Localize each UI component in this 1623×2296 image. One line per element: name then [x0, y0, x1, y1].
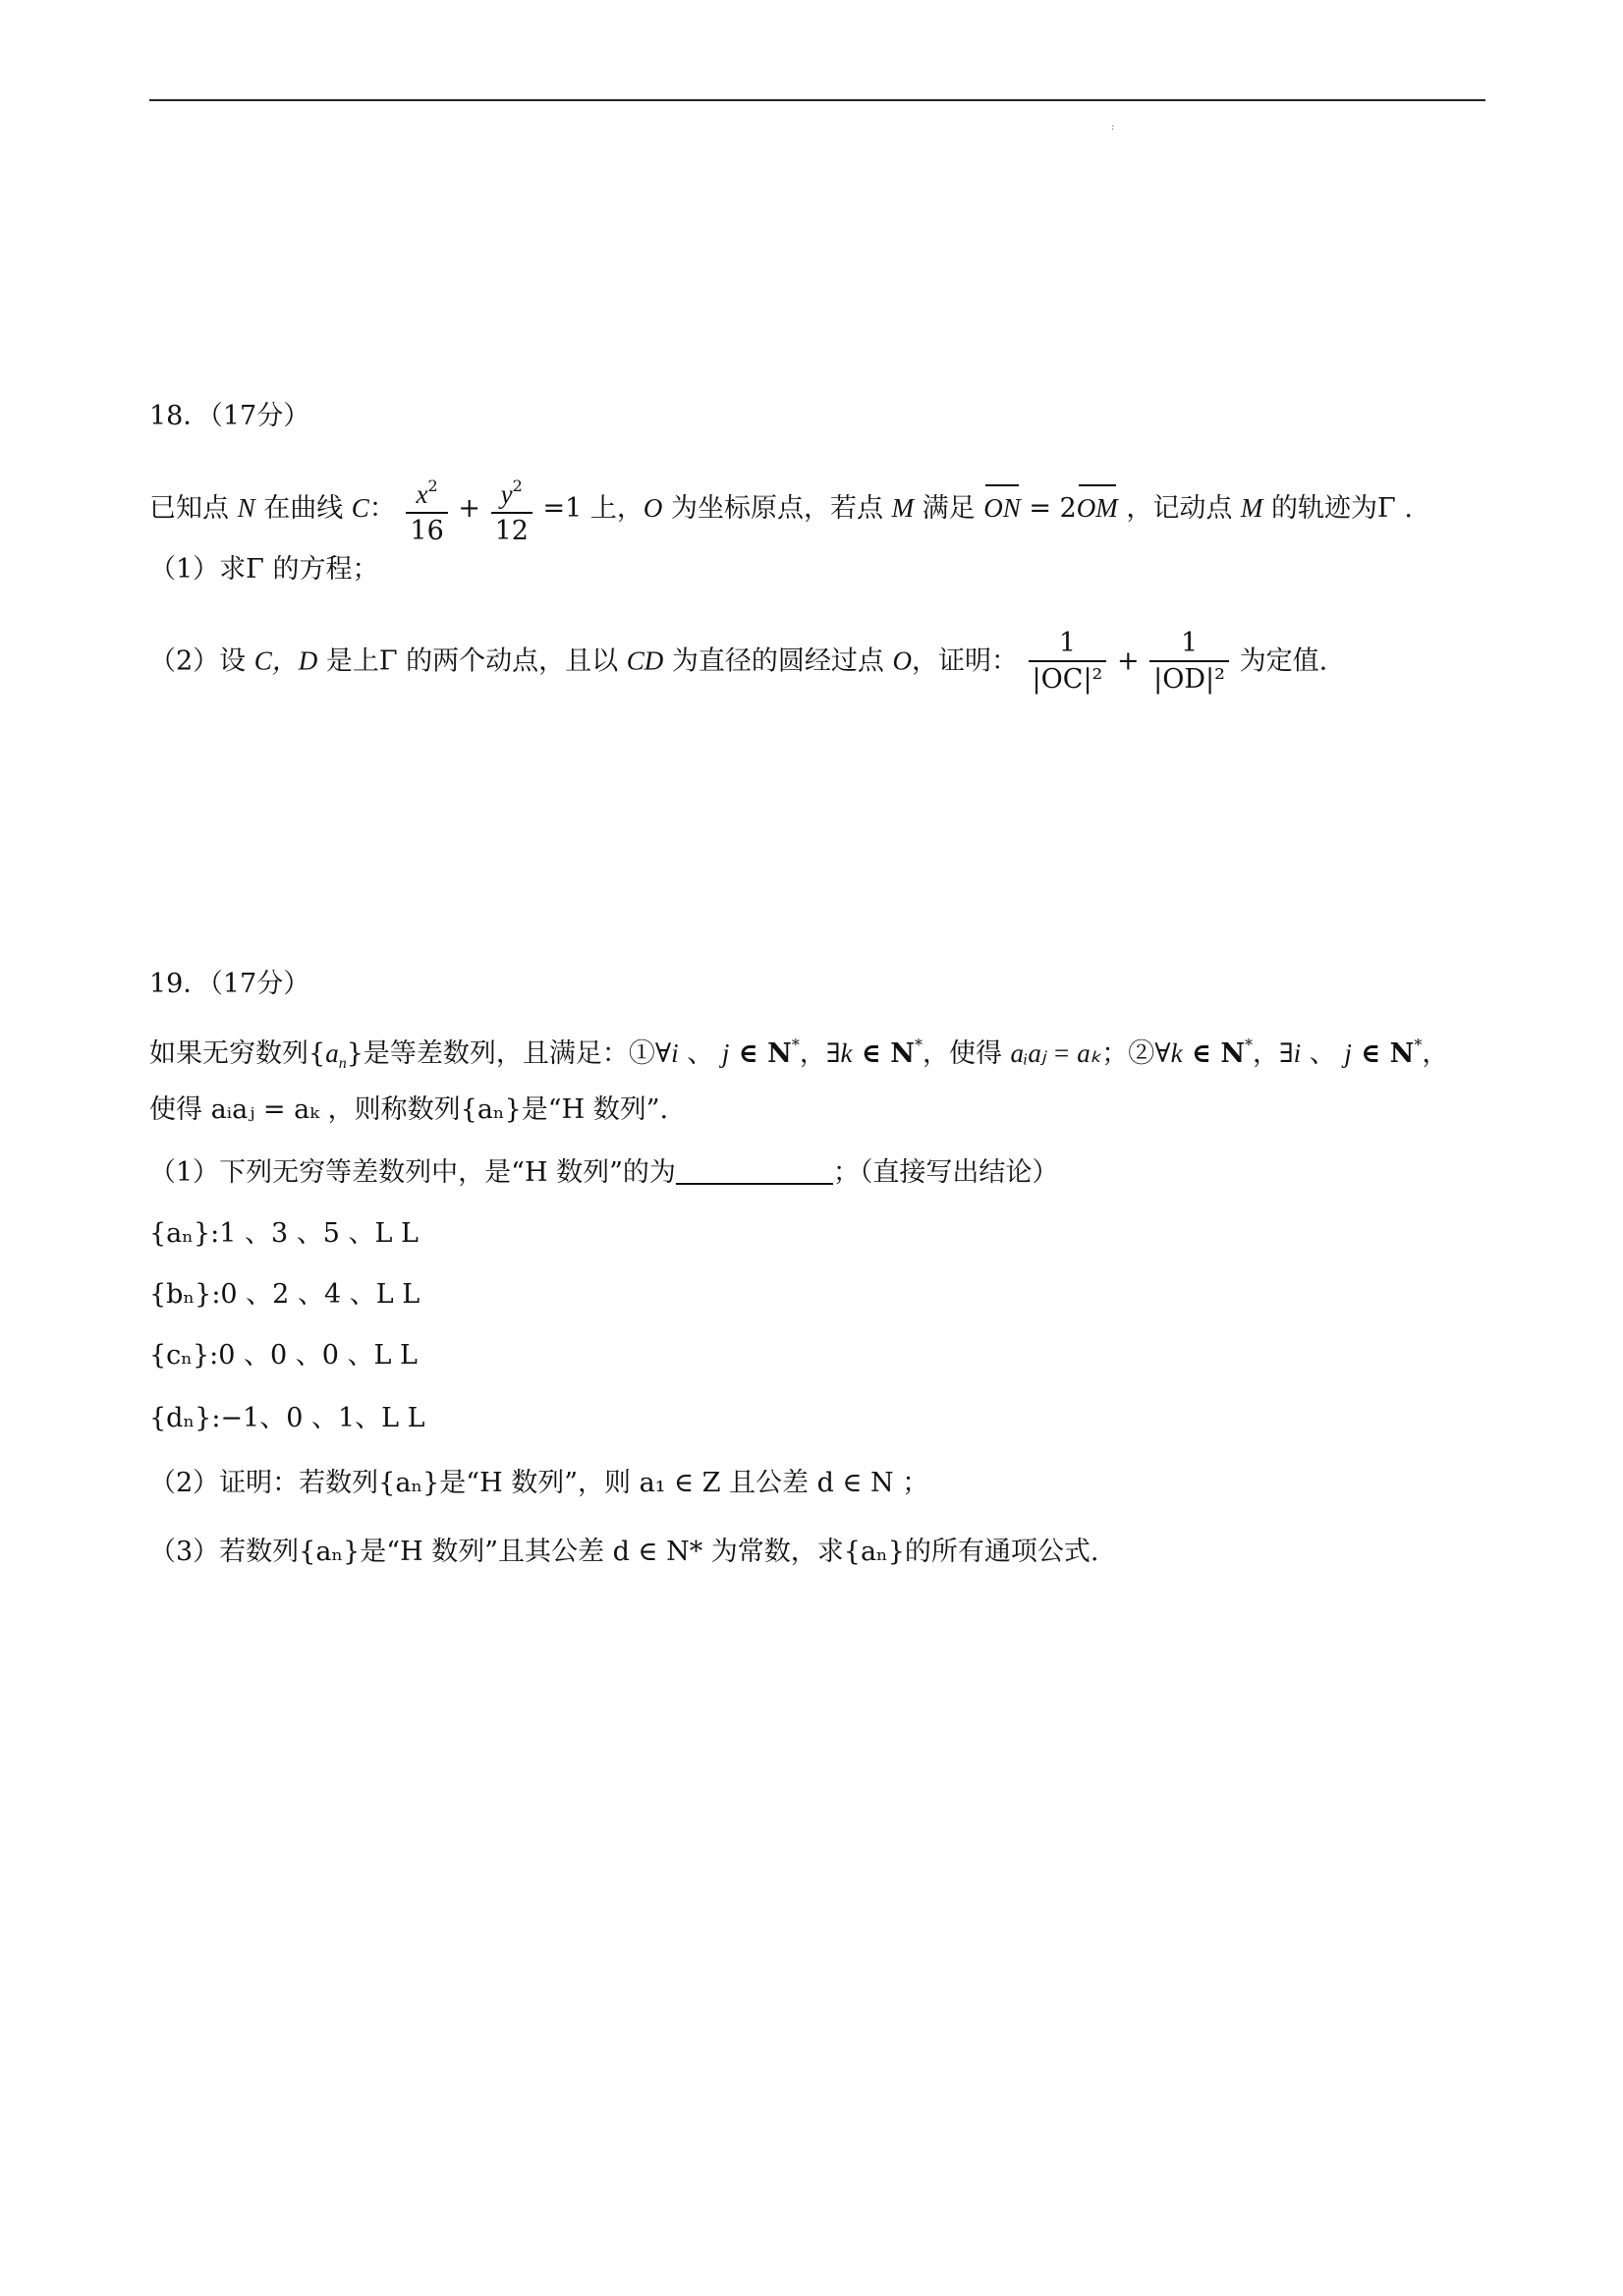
q18-stem: 已知点 N 在曲线 C： $\frac{x^2}{16}$ + $\frac{y^2}{12}$ =1 上，O 为坐标原点，若点 M 满足 ON = 2OM ，记动点 M 的轨迹为Γ . [149, 470, 1413, 549]
vector-ON: ON [983, 488, 1021, 528]
q19-part2: （2）证明：若数列{aₙ}是“H 数列”，则 a₁ ∈ Z 且公差 d ∈ N ； [149, 1468, 929, 1498]
header-rule [149, 99, 1485, 101]
header-mark: : [1111, 122, 1115, 133]
fraction-1-OD2: $\frac{1}{\text{|OD|²}}$ [1149, 627, 1229, 698]
vector-OM: OM [1077, 488, 1118, 528]
q18-part2: （2）设 C，D 是上Γ 的两个动点，且以 CD 为直径的圆经过点 O，证明： $\frac{1}{\text{|OC|²}}$ + $\frac{1}{\text{|OD|²}}$ 为定值. [149, 627, 1327, 698]
fraction-1-OC2: $\frac{1}{\text{|OC|²}}$ [1029, 627, 1107, 698]
q19-heading: 19．（17分） [149, 969, 310, 999]
q18-part1: （1）求Γ 的方程； [149, 554, 379, 585]
sequence-d: {dₙ}:−1、0 、1、L L [149, 1403, 425, 1433]
sequence-b: {bₙ}:0 、2 、4 、L L [149, 1279, 420, 1310]
answer-blank[interactable] [676, 1157, 833, 1185]
sequence-c: {cₙ}:0 、0 、0 、L L [149, 1340, 418, 1371]
sequence-a: {aₙ}:1 、3 、5 、L L [149, 1218, 419, 1249]
q19-line1: 如果无穷数列$\{a_n\}$是等差数列，且满足：①∀i 、 j ∈ N*，∃k ∈ N*，使得 aᵢaⱼ = aₖ；②∀k ∈ N*，∃i 、 j ∈ N*， [149, 1036, 1449, 1072]
q19-line2: 使得 aᵢaⱼ = aₖ ，则称数列{aₙ}是“H 数列”. [149, 1094, 669, 1125]
q19-part1: （1）下列无穷等差数列中，是“H 数列”的为 ；（直接写出结论） [149, 1157, 1059, 1188]
q19-part3: （3）若数列{aₙ}是“H 数列”且其公差 d ∈ N* 为常数，求{aₙ}的所有通项公式. [149, 1537, 1099, 1567]
q18-heading: 18．（17分） [149, 401, 310, 431]
fraction-y2-12: $\frac{y^2}{12}$ [491, 470, 532, 549]
fraction-x2-16: $\frac{x^2}{16}$ [406, 470, 447, 549]
